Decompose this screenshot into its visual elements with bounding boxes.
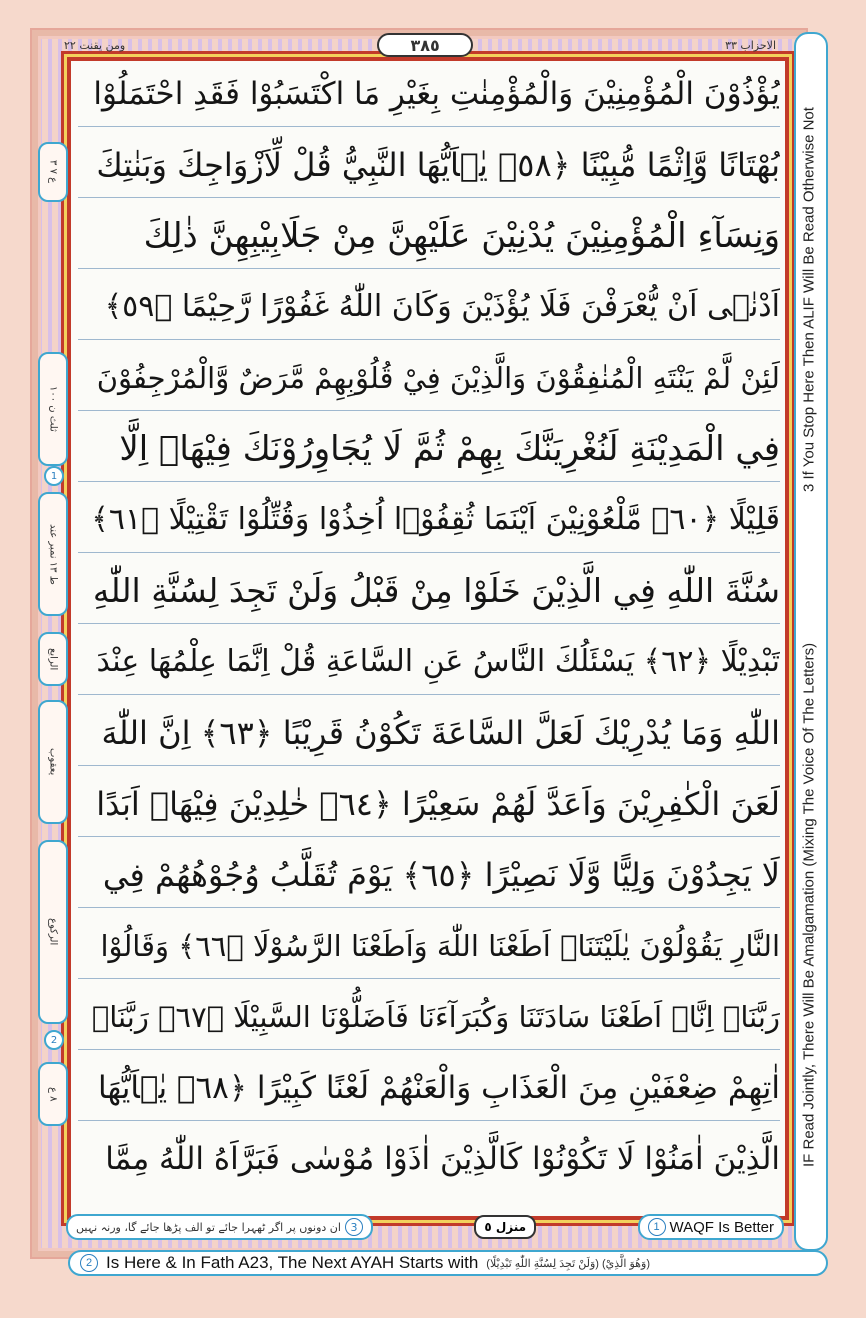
waqf-number: 1 [648,1218,666,1236]
juz-name: ومن يقنت ٢٢ [64,38,126,52]
quran-line: بُهْتَانًا وَّاِثْمًا مُّبِيْنًا ﴿٥٨﴾ يٰۤاَيُّهَا النَّبِيُّ قُلْ لِّاَزْوَاجِكَ وَبَنٰتِكَ [78,133,780,198]
ruku-marker: ع ٧ ٣ [38,142,68,202]
quran-line: الَّذِيْنَ اٰمَنُوْا لَا تَكُوْنُوْا كَالَّذِيْنَ اٰذَوْا مُوْسٰى فَبَرَّاَهُ اللّٰهُ مِمَّا [105,1141,780,1177]
bottom-note-number: 2 [80,1254,98,1272]
right-note-lower: IF Read Jointly, There Will Be Amalgamation (Mixing The Voice Of The Letters) [800,642,818,1168]
right-note-upper: 3 If You Stop Here Then ALIF Will Be Read Otherwise Not [800,107,818,493]
waqf-text: WAQF Is Better [669,1218,774,1236]
quran-line: اللّٰهِ وَمَا يُدْرِيْكَ لَعَلَّ السَّاعَةَ تَكُوْنُ قَرِيْبًا ﴿٦٣﴾ اِنَّ اللّٰهَ [78,701,780,766]
quran-line: لَعَنَ الْكٰفِرِيْنَ وَاَعَدَّ لَهُمْ سَعِيْرًا ﴿٦٤﴾ خٰلِدِيْنَ فِيْهَاۤ اَبَدًا [78,772,780,837]
ruku-marker: ٨ ع [38,1062,68,1126]
urdu-footnote [66,1214,373,1240]
quran-line: اٰتِهِمْ ضِعْفَيْنِ مِنَ الْعَذَابِ وَالْعَنْهُمْ لَعْنًا كَبِيْرًا ﴿٦٨﴾ يٰۤاَيُّهَا [78,1056,780,1121]
quran-line: قَلِيْلًا ﴿٦٠﴾ مَّلْعُوْنِيْنَ اَيْنَمَا ثُقِفُوْۤا اُخِذُوْا وَقُتِّلُوْا تَقْتِيْلًا ﴿٦١﴾ [78,488,780,553]
footnote-number: 3 [345,1218,363,1236]
quran-line: فِي الْمَدِيْنَةِ لَنُغْرِيَنَّكَ بِهِمْ ثُمَّ لَا يُجَاوِرُوْنَكَ فِيْهَاۤ اِلَّا [78,417,780,482]
quran-line: وَنِسَآءِ الْمُؤْمِنِيْنَ يُدْنِيْنَ عَلَيْهِنَّ مِنْ جَلَابِيْبِهِنَّ ذٰلِكَ [78,204,780,269]
manzil-label: منزل ٥ [474,1215,536,1239]
footer-row [66,1213,784,1241]
page-number: ٣٨٥ [377,33,473,57]
margin-note: ط ١٣ نمبر عند [38,492,68,616]
quran-line: سُنَّةَ اللّٰهِ فِي الَّذِيْنَ خَلَوْا مِنْ قَبْلُ وَلَنْ تَجِدَ لِسُنَّةِ اللّٰهِ [78,559,780,624]
quran-line: يُؤْذُوْنَ الْمُؤْمِنِيْنَ وَالْمُؤْمِنٰتِ بِغَيْرِ مَا اكْتَسَبُوْا فَقَدِ احْتَمَلُوْا [78,62,780,127]
note-circle-1: 1 [44,466,64,486]
quran-line: اَدْنٰۤى اَنْ يُّعْرَفْنَ فَلَا يُؤْذَيْنَ وَكَانَ اللّٰهُ غَفُوْرًا رَّحِيْمًا ﴿٥٩﴾ [78,275,780,340]
page-header [60,34,780,56]
thulth-marker: ثلث ن ١٠٠ [38,352,68,466]
bottom-note-text: Is Here & In Fath A23, The Next AYAH Starts with [106,1253,479,1272]
urdu-footnote-text: ان دونوں پر اگر ٹھہرا جائے تو الف پڑھا جائے گا، ورنہ نہیں [76,1220,341,1234]
surah-name: الاحزاب ٣٣ [725,38,776,52]
margin-note: يعقوب [38,700,68,824]
quran-line: النَّارِ يَقُوْلُوْنَ يٰلَيْتَنَاۤ اَطَعْنَا اللّٰهَ وَاَطَعْنَا الرَّسُوْلَا ﴿٦٦﴾ وَقَالُوْا [78,914,780,979]
bottom-note-arabic: (وَلَنْ تَجِدَ لِسُنَّةِ اللّٰهِ تَبْدِيْلًا) (وَهُوَ الَّذِيْ) [486,1257,650,1270]
quran-line: لَا يَجِدُوْنَ وَلِيًّا وَّلَا نَصِيْرًا ﴿٦٥﴾ يَوْمَ تُقَلَّبُ وُجُوْهُهُمْ فِي [78,843,780,908]
waqf-note [638,1214,784,1240]
quran-line: رَبَّنَاۤ اِنَّاۤ اَطَعْنَا سَادَتَنَا وَكُبَرَآءَنَا فَاَضَلُّوْنَا السَّبِيْلَا ﴿٦٧﴾ رَبَّنَاۤ [78,985,780,1050]
note-circle-2: 2 [44,1030,64,1050]
margin-note: الرابع [38,632,68,686]
bottom-note [68,1250,828,1276]
margin-note: الركوع [38,840,68,1024]
quran-line: تَبْدِيْلًا ﴿٦٢﴾ يَسْئَلُكَ النَّاسُ عَنِ السَّاعَةِ قُلْ اِنَّمَا عِلْمُهَا عِنْدَ [78,630,780,695]
quran-line: لَئِنْ لَّمْ يَنْتَهِ الْمُنٰفِقُوْنَ وَالَّذِيْنَ فِيْ قُلُوْبِهِمْ مَّرَضٌ وَّالْمُرْجِفُوْنَ [78,346,780,411]
